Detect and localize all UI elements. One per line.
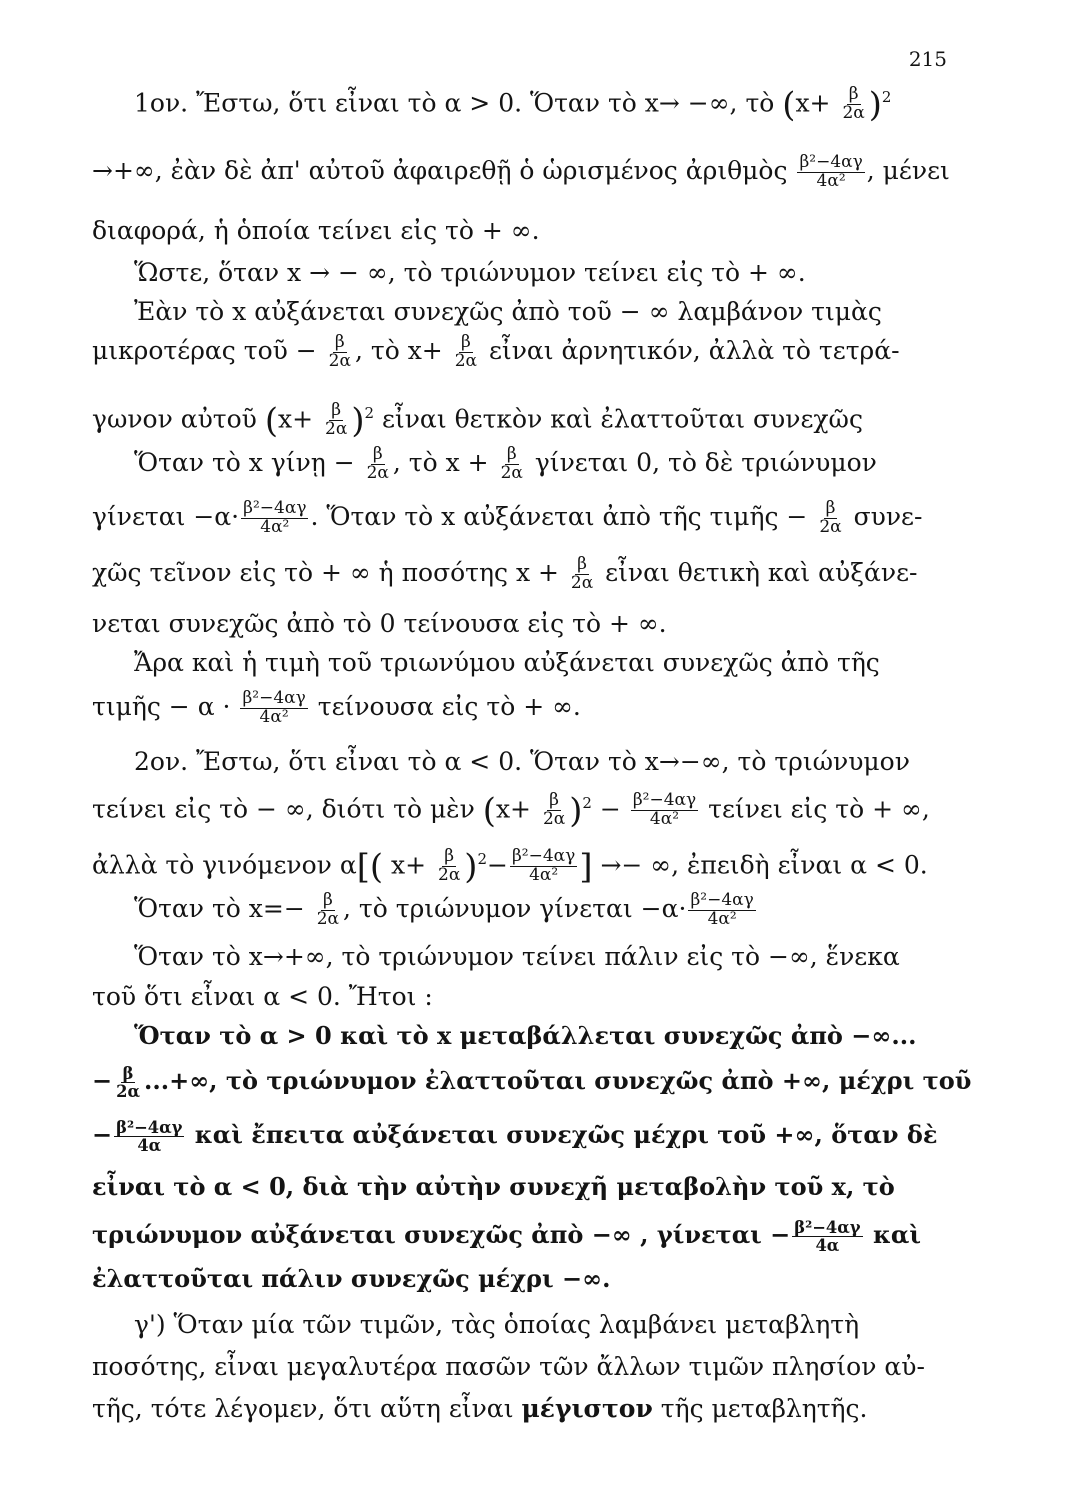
text-line: μικροτέρας τοῦ − $\frac{\beta}{2\alpha}$ , τὸ x+ $\frac{\beta}{2\alpha}$ εἶναι ἀρνητικόν, ἀλλὰ τὸ τετρά- <box>92 332 900 371</box>
fraction: $\frac{\text{β²−4αγ}}{\text{4α²}}$ <box>511 846 576 886</box>
text-line: Ἐὰν τὸ x αὐξάνεται συνεχῶς ἀπὸ τοῦ − ∞ λαμβάνον τιμὰς <box>134 297 882 326</box>
text-line: εἶναι τὸ α < 0, διὰ τὴν αὐτὴν συνεχῆ μεταβολὴν τοῦ x, τὸ <box>92 1172 895 1201</box>
fraction: $\frac{\text{β²−4αγ}}{4\alpha}$ <box>794 1217 861 1255</box>
text-line: Ὅταν τὸ x γίνῃ − $\frac{\beta}{2\alpha}$ , τὸ x + $\frac{\beta}{2\alpha}$ γίνεται 0, τὸ δὲ τριώνυμον <box>134 444 877 483</box>
emphasis-term: μέγιστον <box>521 1394 653 1423</box>
text-line: γίνεται −α· $\frac{\text{β²−4αγ}}{\text{4α²}}$ . Ὅταν τὸ x αὐξάνεται ἀπὸ τῆς τιμῆς − $\frac{\beta}{2\alpha}$ συνε- <box>92 498 923 537</box>
text-line: →+∞, ἐὰν δὲ ἀπ' αὐτοῦ ἀφαιρεθῇ ὁ ὡρισμένος ἀριθμὸς $\frac{\text{β²−4αγ}}{\text{4α²}}$ , μένει <box>92 152 950 191</box>
fraction: $\frac{\beta}{2\alpha}$ <box>325 400 348 440</box>
fraction: $\frac{\text{β²−4αγ}}{\text{4α²}}$ <box>690 890 754 929</box>
fraction: $\frac{\beta}{2\alpha}$ <box>842 84 865 124</box>
text-line: Ὥστε, ὅταν x → − ∞, τὸ τριώνυμον τείνει εἰς τὸ + ∞. <box>134 258 806 287</box>
text-line: − $\frac{\beta}{2\alpha}$ ...+∞, τὸ τριώνυμον ἐλαττοῦται συνεχῶς ἀπὸ +∞, μέχρι τοῦ <box>92 1063 972 1101</box>
fraction: $\frac{\beta}{2\alpha}$ <box>542 790 566 830</box>
fraction: $\frac{\beta}{2\alpha}$ <box>316 890 340 929</box>
text-line: διαφορά, ἡ ὁποία τείνει εἰς τὸ + ∞. <box>92 216 540 245</box>
text-line: χῶς τεῖνον εἰς τὸ + ∞ ἡ ποσότης x + $\frac{\beta}{2\alpha}$ εἶναι θετικὴ καὶ αὐξάνε- <box>92 554 918 593</box>
fraction: $\frac{\beta}{2\alpha}$ <box>819 498 842 537</box>
text-line: Ὅταν τὸ α > 0 καὶ τὸ x μεταβάλλεται συνεχῶς ἀπὸ −∞... <box>134 1021 917 1050</box>
text-line: τείνει εἰς τὸ − ∞, διότι τὸ μὲν (x+ $\frac{\beta}{2\alpha}$ )$^2$ − $\frac{\text{β²−4αγ}}{\text{4α²}}$ τείνει εἰς τὸ + ∞, <box>92 790 930 830</box>
text-line: ἀλλὰ τὸ γινόμενον α[( x+ $\frac{\beta}{2\alpha}$ )$^2$− $\frac{\text{β²−4αγ}}{\text{4α²}}$ ] →− ∞, ἐπειδὴ εἶναι α < 0. <box>92 846 928 886</box>
text-line: − $\frac{\text{β²−4αγ}}{4\alpha}$ καὶ ἔπειτα αὐξάνεται συνεχῶς μέχρι τοῦ +∞, ὅταν δὲ <box>92 1117 938 1155</box>
text-line: τῆς, τότε λέγομεν, ὅτι αὕτη εἶναι μέγιστον τῆς μεταβλητῆς. <box>92 1394 868 1423</box>
fraction: $\frac{\text{β²−4αγ}}{\text{4α²}}$ <box>799 152 863 191</box>
fraction: $\frac{\beta}{2\alpha}$ <box>328 332 351 371</box>
text-line: τοῦ ὅτι εἶναι α < 0. Ἤτοι : <box>92 982 433 1011</box>
text-line: τιμῆς − α · $\frac{\text{β²−4αγ}}{\text{4α²}}$ τείνουσα εἰς τὸ + ∞. <box>92 688 581 727</box>
fraction: $\frac{\beta}{2\alpha}$ <box>366 444 389 483</box>
fraction: $\frac{\beta}{2\alpha}$ <box>454 332 477 371</box>
fraction: $\frac{\text{β²−4αγ}}{4\alpha}$ <box>116 1117 183 1155</box>
text-line: Ὅταν τὸ x=− $\frac{\beta}{2\alpha}$ , τὸ τριώνυμον γίνεται −α· $\frac{\text{β²−4αγ}}{\text{4α²}}$ <box>134 890 754 929</box>
text-line: Ἄρα καὶ ἡ τιμὴ τοῦ τριωνύμου αὐξάνεται συνεχῶς ἀπὸ τῆς <box>134 648 880 677</box>
page-number: 215 <box>908 47 947 71</box>
fraction: $\frac{\text{β²−4αγ}}{\text{4α²}}$ <box>242 688 306 727</box>
text-line: 1ον. Ἔστω, ὅτι εἶναι τὸ α > 0. Ὅταν τὸ x→ −∞, τὸ (x+ $\frac{\beta}{2\alpha}$ )$^2$ <box>134 84 892 124</box>
fraction: $\frac{\text{β²−4αγ}}{\text{4α²}}$ <box>243 498 307 537</box>
text-line: γ') Ὅταν μία τῶν τιμῶν, τὰς ὁποίας λαμβάνει μεταβλητὴ <box>134 1310 860 1339</box>
text-line: νεται συνεχῶς ἀπὸ τὸ 0 τείνουσα εἰς τὸ + ∞. <box>92 609 667 638</box>
text-line: ποσότης, εἶναι μεγαλυτέρα πασῶν τῶν ἄλλων τιμῶν πλησίον αὐ- <box>92 1352 925 1381</box>
fraction: $\frac{\beta}{2\alpha}$ <box>116 1063 141 1101</box>
text-line: ἐλαττοῦται πάλιν συνεχῶς μέχρι −∞. <box>92 1264 611 1293</box>
fraction: $\frac{\beta}{2\alpha}$ <box>438 846 461 886</box>
text-line: Ὅταν τὸ x→+∞, τὸ τριώνυμον τείνει πάλιν εἰς τὸ −∞, ἕνεκα <box>134 942 900 971</box>
fraction: $\frac{\text{β²−4αγ}}{\text{4α²}}$ <box>632 790 697 830</box>
text-line: 2ον. Ἔστω, ὅτι εἶναι τὸ α < 0. Ὅταν τὸ x→−∞, τὸ τριώνυμον <box>134 747 910 776</box>
text-line: τριώνυμον αὐξάνεται συνεχῶς ἀπὸ −∞ , γίνεται − $\frac{\text{β²−4αγ}}{4\alpha}$ καὶ <box>92 1217 922 1255</box>
text-line: γωνον αὐτοῦ (x+ $\frac{\beta}{2\alpha}$ )$^2$ εἶναι θετκὸν καὶ ἐλαττοῦται συνεχῶς <box>92 400 863 440</box>
fraction: $\frac{\beta}{2\alpha}$ <box>570 554 594 593</box>
fraction: $\frac{\beta}{2\alpha}$ <box>500 444 523 483</box>
